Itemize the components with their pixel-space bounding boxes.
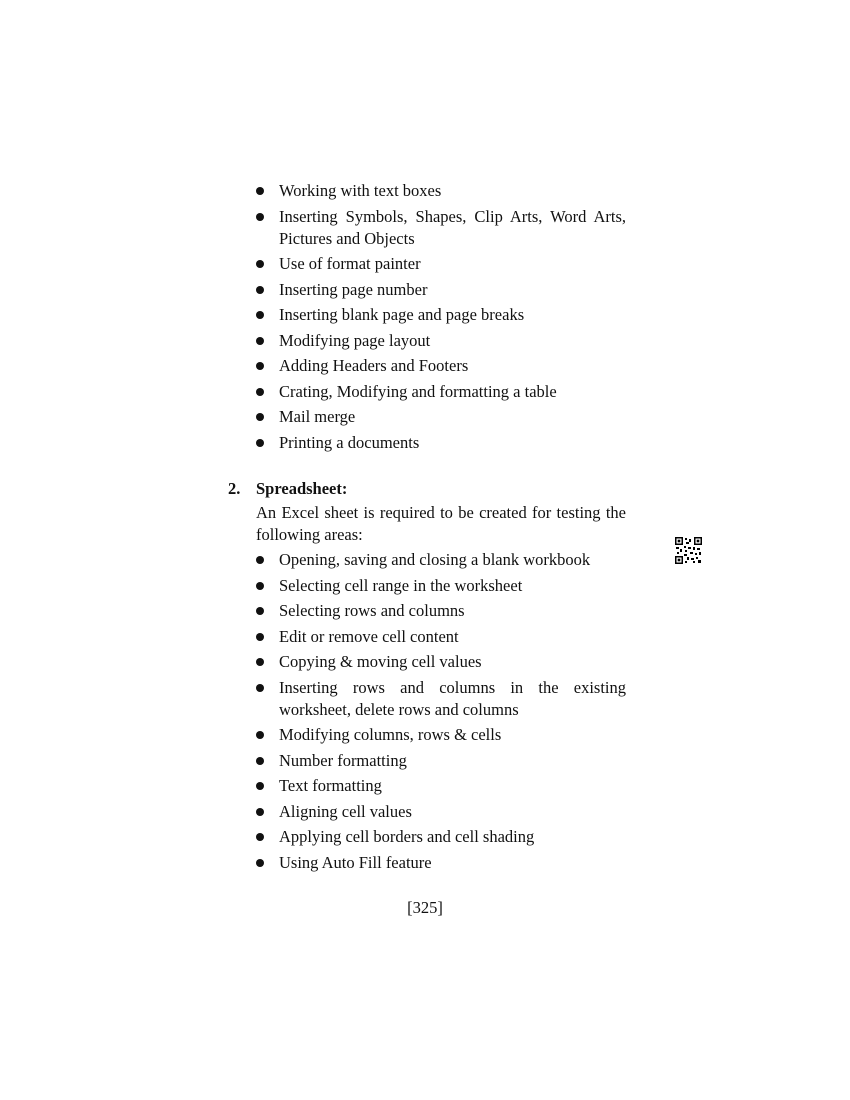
spreadsheet-topics-list [254,549,626,877]
list-item: Using Auto Fill feature [254,852,626,874]
section-title: Spreadsheet: [256,479,348,498]
section-number: 2. [228,479,241,498]
list-item: Inserting Symbols, Shapes, Clip Arts, Word Arts, Pictures and Objects [254,206,626,250]
list-item: Crating, Modifying and formatting a table [254,381,626,403]
list-item: Opening, saving and closing a blank workbook [254,549,626,571]
page-number: [325] [407,898,443,917]
qr-code-icon [675,537,702,564]
list-item: Applying cell borders and cell shading [254,826,626,848]
list-item: Adding Headers and Footers [254,355,626,377]
list-item: Printing a documents [254,432,626,454]
list-item: Inserting rows and columns in the existing worksheet, delete rows and columns [254,677,626,721]
list-item: Modifying page layout [254,330,626,352]
list-item: Number formatting [254,750,626,772]
list-item: Inserting page number [254,279,626,301]
list-item: Aligning cell values [254,801,626,823]
list-item: Edit or remove cell content [254,626,626,648]
list-item: Mail merge [254,406,626,428]
list-item: Working with text boxes [254,180,626,202]
list-item: Selecting cell range in the worksheet [254,575,626,597]
list-item: Selecting rows and columns [254,600,626,622]
word-topics-list [254,180,626,457]
list-item: Text formatting [254,775,626,797]
list-item: Inserting blank page and page breaks [254,304,626,326]
list-item: Use of format painter [254,253,626,275]
section-intro: An Excel sheet is required to be created for testing the following areas: [256,503,626,544]
list-item: Copying & moving cell values [254,651,626,673]
list-item: Modifying columns, rows & cells [254,724,626,746]
